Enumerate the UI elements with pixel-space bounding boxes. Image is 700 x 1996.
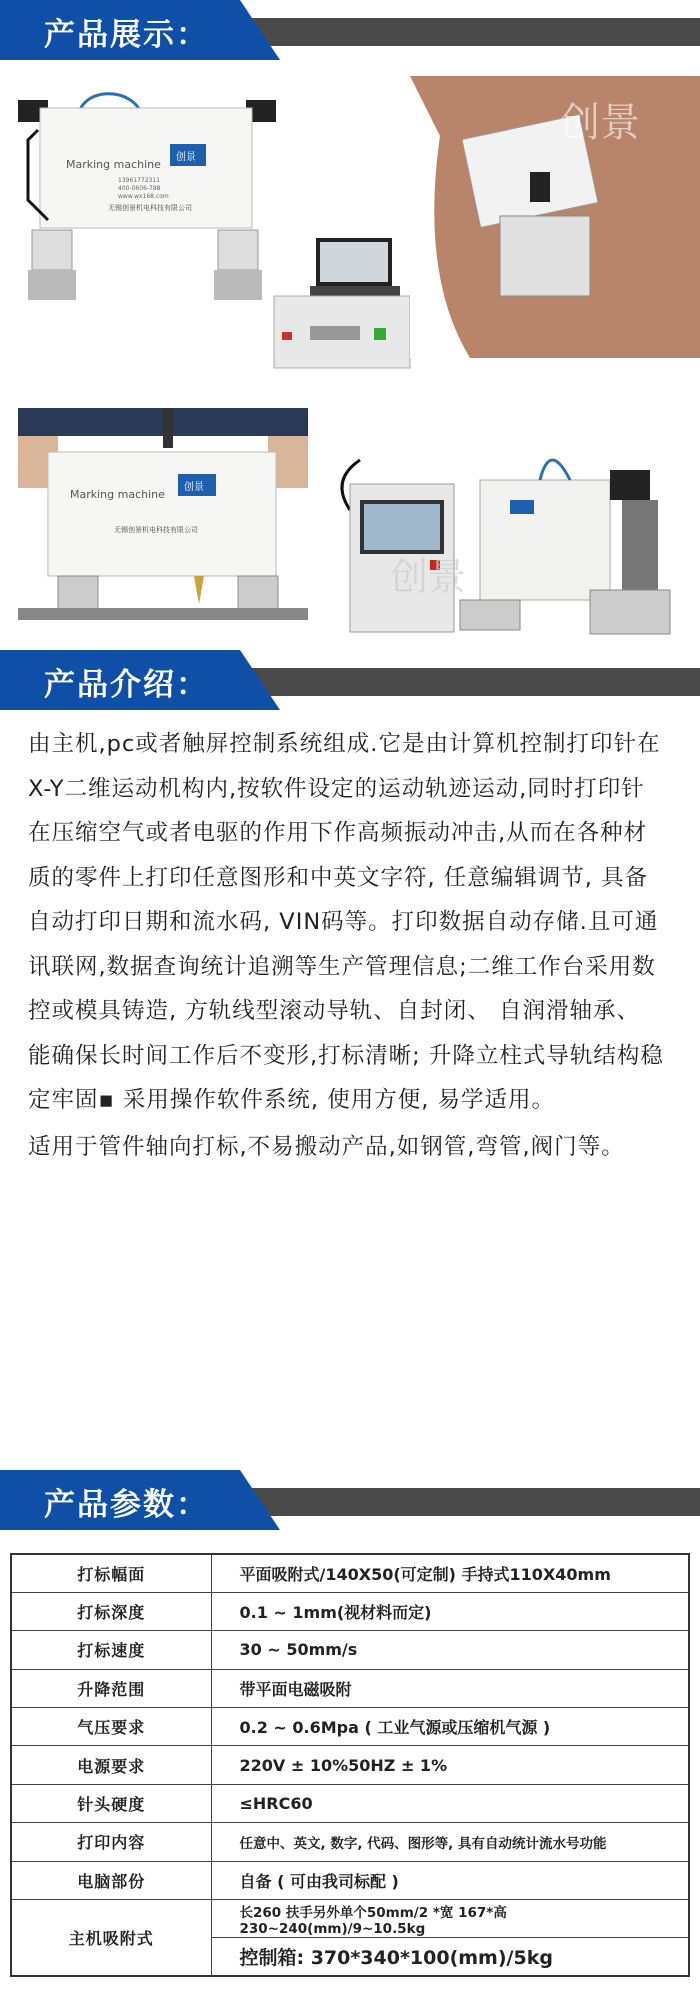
spec-key: 主机吸附式 [11, 1900, 211, 1977]
table-row [11, 1669, 689, 1707]
section-banner-intro [0, 650, 700, 706]
svg-text:无锡创景机电科技有限公司: 无锡创景机电科技有限公司 [108, 204, 192, 212]
photo-machine-on-pipe [410, 76, 700, 358]
svg-text:创景: 创景 [560, 100, 640, 146]
product-intro [28, 722, 668, 1167]
spec-value: 带平面电磁吸附 [211, 1669, 689, 1707]
svg-text:Marking machine: Marking machine [66, 158, 161, 171]
table-row [11, 1900, 689, 1938]
spec-value: 长260 扶手另外单个50mm/2 *宽 167*高230~240(mm)/9~10.5kg [211, 1900, 689, 1938]
svg-text:13961772311: 13961772311 [118, 177, 160, 184]
spec-value: 平面吸附式/140X50(可定制) 手持式110X40mm [211, 1554, 689, 1592]
svg-text:创景: 创景 [176, 152, 196, 163]
spec-value: 220V ± 10%50HZ ± 1% [211, 1746, 689, 1784]
table-row [11, 1861, 689, 1899]
spec-value: 0.1 ~ 1mm(视材料而定) [211, 1592, 689, 1630]
table-row [11, 1746, 689, 1784]
photo-control-box-laptop [270, 232, 418, 370]
spec-value: 0.2 ~ 0.6Mpa ( 工业气源或压缩机气源 ) [211, 1708, 689, 1746]
section-banner-display [0, 0, 700, 56]
spec-value: ≤HRC60 [211, 1784, 689, 1822]
spec-value: 自备 ( 可由我司标配 ) [211, 1861, 689, 1899]
svg-text:无锡创景机电科技有限公司: 无锡创景机电科技有限公司 [114, 526, 198, 534]
table-row [11, 1823, 689, 1861]
spec-value-controller: 控制箱: 370*340*100(mm)/5kg [211, 1938, 689, 1976]
spec-value: 任意中、英文, 数字, 代码、图形等, 具有自动统计流水号功能 [211, 1823, 689, 1861]
table-row [11, 1554, 689, 1592]
section-title-intro: 产品介绍： [44, 667, 209, 703]
intro-paragraph-2: 适用于管件轴向打标,不易搬动产品,如钢管,弯管,阀门等。 [28, 1133, 625, 1160]
spec-table [10, 1553, 690, 1977]
svg-text:400-0606-788: 400-0606-788 [118, 185, 161, 192]
spec-key: 电脑部份 [11, 1861, 211, 1899]
spec-key: 电源要求 [11, 1746, 211, 1784]
table-row [11, 1708, 689, 1746]
spec-key: 打标幅面 [11, 1554, 211, 1592]
photo-handheld-machine [18, 408, 308, 636]
table-row [11, 1631, 689, 1669]
section-title-display: 产品展示： [44, 17, 209, 53]
svg-text:www.wx168.com: www.wx168.com [118, 193, 169, 200]
spec-key: 升降范围 [11, 1669, 211, 1707]
photo-touchscreen-controller-machine [330, 440, 700, 644]
spec-key: 打标深度 [11, 1592, 211, 1630]
svg-text:Marking machine: Marking machine [70, 488, 165, 501]
spec-key: 气压要求 [11, 1708, 211, 1746]
intro-paragraph-1: 由主机,pc或者触屏控制系统组成.它是由计算机控制打印针在X-Y二维运动机构内,按软件设定的运动轨迹运动,同时打印针在压缩空气或者电驱的作用下作高频振动冲击,从而在各种材质的零件上打印任意图形和中英文字符, 任意编辑调节, 具备自动打印日期和流水码, VIN码等。打印数据自动存储.且可通讯联网,数据查询统计追溯等生产管理信息;二维工作台采用数控或模具铸造, 方轨线型滚动导轨、自封闭、 自润滑轴承、 能确保长时间工作后不变形,打标清晰; 升降立柱式导轨结构稳定牢固▪ 采用操作软件系统, 使用方便, 易学适用。 [28, 731, 664, 1113]
table-row [11, 1592, 689, 1630]
section-title-params: 产品参数： [44, 1487, 209, 1523]
spec-key: 打印内容 [11, 1823, 211, 1861]
spec-value: 30 ~ 50mm/s [211, 1631, 689, 1669]
spec-key: 打标速度 [11, 1631, 211, 1669]
svg-text:创景: 创景 [184, 482, 204, 493]
spec-key: 针头硬度 [11, 1784, 211, 1822]
photo-marking-machine [18, 80, 276, 306]
section-banner-params [0, 1470, 700, 1526]
table-row [11, 1784, 689, 1822]
svg-text:创景: 创景 [390, 555, 467, 599]
